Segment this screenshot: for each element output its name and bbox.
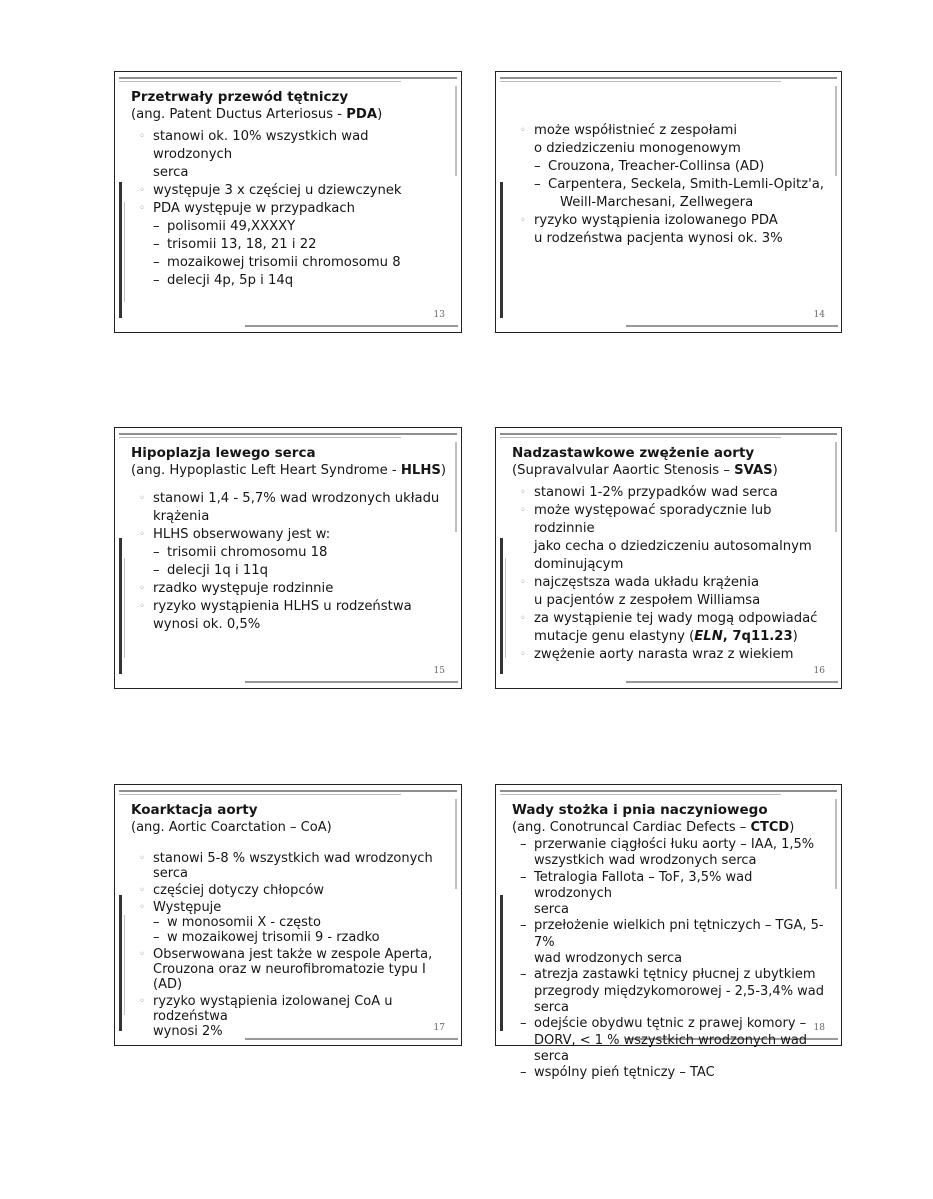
bullet-continuation: wynosi ok. 0,5% bbox=[153, 617, 261, 632]
sub-item: – delecji 4p, 5p i 14q bbox=[131, 272, 447, 290]
decorative-bar bbox=[500, 182, 503, 318]
decorative-rule bbox=[119, 77, 457, 79]
sub-item: – polisomii 49,XXXXY bbox=[131, 218, 447, 236]
bullet-item: ◦ występuje 3 x częściej u dziewczynek bbox=[131, 182, 447, 200]
decorative-rule bbox=[500, 437, 781, 438]
bullet-item: ◦ Obserwowana jest także w zespole Aperta, bbox=[131, 947, 447, 962]
slide-content bbox=[512, 122, 827, 248]
list-item-continuation: wad wrodzonych serca bbox=[534, 951, 683, 967]
slide-title: Wady stożka i pnia naczyniowego bbox=[512, 802, 768, 818]
page-number: 16 bbox=[813, 666, 825, 676]
slide-17 bbox=[114, 784, 462, 1046]
decorative-rule bbox=[500, 77, 837, 79]
decorative-bar bbox=[124, 558, 125, 658]
slide-subtitle: (ang. Patent Ductus Arteriosus - PDA) bbox=[131, 107, 383, 122]
slide-title: Koarktacja aorty bbox=[131, 802, 258, 818]
slide-14 bbox=[495, 71, 842, 333]
slide-subtitle: (ang. Conotruncal Cardiac Defects – CTCD) bbox=[512, 820, 795, 835]
decorative-rule bbox=[500, 433, 837, 435]
bullet-item: ◦ HLHS obserwowany jest w: bbox=[131, 526, 447, 544]
bullet-continuation: o dziedziczeniu monogenowym bbox=[534, 141, 741, 156]
slide-content bbox=[131, 88, 447, 290]
decorative-bar bbox=[119, 538, 122, 674]
slide-title: Nadzastawkowe zwężenie aorty bbox=[512, 445, 755, 461]
decorative-rule bbox=[626, 681, 838, 683]
slide-content bbox=[512, 444, 827, 664]
list-item-continuation: serca bbox=[534, 902, 569, 918]
list-item: – wspólny pień tętniczy – TAC bbox=[520, 1065, 827, 1081]
sub-item: – w monosomii X - często bbox=[131, 915, 447, 930]
slide-18 bbox=[495, 784, 842, 1081]
bullet-continuation: jako cecha o dziedziczeniu autosomalnym bbox=[534, 539, 812, 554]
bullet-item: ◦ stanowi 1-2% przypadków wad serca bbox=[512, 484, 827, 502]
decorative-rule bbox=[119, 794, 401, 795]
bullet-item: ◦ stanowi 5-8 % wszystkich wad wrodzonych bbox=[131, 851, 447, 866]
decorative-bar bbox=[455, 799, 457, 889]
decorative-bar bbox=[835, 86, 837, 176]
bullet-item: ◦ Występuje bbox=[131, 900, 447, 915]
sub-item: – mozaikowej trisomii chromosomu 8 bbox=[131, 254, 447, 272]
slide-subtitle: (ang. Hypoplastic Left Heart Syndrome - HLHS) bbox=[131, 463, 447, 478]
slide-13 bbox=[114, 71, 462, 333]
bullet-continuation: serca bbox=[153, 866, 188, 881]
decorative-bar bbox=[505, 558, 506, 658]
slide-subtitle: (ang. Aortic Coarctation – CoA) bbox=[131, 820, 332, 835]
sub-item: – Crouzona, Treacher-Collinsa (AD) bbox=[512, 158, 827, 176]
decorative-rule bbox=[119, 433, 457, 435]
bullet-item: ◦ stanowi 1,4 - 5,7% wad wrodzonych układu bbox=[131, 490, 447, 508]
bullet-item: ◦ może współistnieć z zespołami bbox=[512, 122, 827, 140]
decorative-rule bbox=[245, 325, 458, 327]
decorative-rule bbox=[119, 437, 401, 438]
decorative-bar bbox=[835, 442, 837, 532]
slide-title: Przetrwały przewód tętniczy bbox=[131, 89, 349, 105]
slide-content bbox=[512, 801, 827, 1081]
decorative-rule bbox=[119, 790, 457, 792]
bullet-item: ◦ ryzyko wystąpienia izolowanej CoA u rodzeństwa bbox=[131, 994, 447, 1024]
bullet-item: ◦ PDA występuje w przypadkach bbox=[131, 200, 447, 218]
slide-15 bbox=[114, 427, 462, 689]
sub-item: – w mozaikowej trisomii 9 - rzadko bbox=[131, 930, 447, 945]
list-item: – przerwanie ciągłości łuku aorty – IAA, 1,5% bbox=[520, 837, 827, 853]
page-number: 15 bbox=[433, 666, 445, 676]
sub-item: – Carpentera, Seckela, Smith-Lemli-Opitz'a, bbox=[512, 176, 827, 194]
bullet-item: ◦ ryzyko wystąpienia HLHS u rodzeństwa bbox=[131, 598, 447, 616]
bullet-item: ◦ za wystąpienie tej wady mogą odpowiadać bbox=[512, 610, 827, 628]
bullet-item: ◦ stanowi ok. 10% wszystkich wad wrodzonych bbox=[131, 128, 447, 164]
page-number: 18 bbox=[813, 1023, 825, 1033]
list-item: – atrezja zastawki tętnicy płucnej z ubytkiem bbox=[520, 967, 827, 983]
sub-item: – trisomii chromosomu 18 bbox=[131, 544, 447, 562]
decorative-rule bbox=[500, 794, 781, 795]
decorative-bar bbox=[835, 799, 837, 889]
bullet-continuation: mutacje genu elastyny (ELN, 7q11.23) bbox=[534, 629, 798, 644]
bullet-continuation: dominującym bbox=[534, 557, 624, 572]
decorative-rule bbox=[500, 790, 837, 792]
bullet-item: ◦ najczęstsza wada układu krążenia bbox=[512, 574, 827, 592]
list-item-continuation: przegrody międzykomorowej - 2,5-3,4% wad bbox=[534, 983, 825, 999]
decorative-rule bbox=[500, 81, 781, 82]
list-item: – przełożenie wielkich pni tętniczych – TGA, 5-7% bbox=[520, 918, 827, 951]
decorative-bar bbox=[119, 895, 122, 1031]
decorative-bar bbox=[119, 182, 122, 318]
slide-subtitle: (Supravalvular Aaortic Stenosis – SVAS) bbox=[512, 463, 778, 478]
list-item-continuation: serca bbox=[534, 999, 569, 1015]
decorative-bar bbox=[500, 895, 503, 1031]
bullet-item: ◦ ryzyko wystąpienia izolowanego PDA bbox=[512, 212, 827, 230]
list-item: – odejście obydwu tętnic z prawej komory – bbox=[520, 1016, 827, 1032]
decorative-bar bbox=[500, 538, 503, 674]
slide-content bbox=[131, 801, 447, 1039]
list-item-continuation: wszystkich wad wrodzonych serca bbox=[534, 853, 757, 869]
decorative-bar bbox=[124, 915, 125, 1015]
bullet-continuation: krążenia bbox=[153, 509, 210, 524]
page-number: 13 bbox=[433, 310, 445, 320]
decorative-rule bbox=[245, 681, 458, 683]
decorative-bar bbox=[455, 442, 457, 532]
decorative-rule bbox=[119, 81, 401, 82]
slide-title: Hipoplazja lewego serca bbox=[131, 445, 316, 461]
sub-item: – trisomii 13, 18, 21 i 22 bbox=[131, 236, 447, 254]
page-number: 17 bbox=[433, 1023, 445, 1033]
sub-item-continuation: Weill-Marchesani, Zellwegera bbox=[560, 195, 754, 210]
bullet-continuation: u rodzeństwa pacjenta wynosi ok. 3% bbox=[534, 231, 783, 246]
bullet-item: ◦ zwężenie aorty narasta wraz z wiekiem bbox=[512, 646, 827, 664]
bullet-continuation: u pacjentów z zespołem Williamsa bbox=[534, 593, 761, 608]
bullet-continuation: serca bbox=[153, 165, 189, 180]
slide-16 bbox=[495, 427, 842, 689]
bullet-continuation: Crouzona oraz w neurofibromatozie typu I (AD) bbox=[153, 962, 426, 992]
sub-item: – delecji 1q i 11q bbox=[131, 562, 447, 580]
bullet-continuation: wynosi 2% bbox=[153, 1024, 223, 1039]
bullet-item: ◦ częściej dotyczy chłopców bbox=[131, 883, 447, 898]
list-item: – Tetralogia Fallota – ToF, 3,5% wad wrodzonych bbox=[520, 870, 827, 903]
decorative-bar bbox=[455, 86, 457, 176]
page-number: 14 bbox=[813, 310, 825, 320]
decorative-bar bbox=[124, 202, 125, 302]
decorative-rule bbox=[626, 325, 838, 327]
bullet-item: ◦ rzadko występuje rodzinnie bbox=[131, 580, 447, 598]
slide-content bbox=[131, 444, 447, 634]
list-item-continuation: DORV, < 1 % wszystkich wrodzonych wad serca bbox=[534, 1032, 808, 1064]
bullet-item: ◦ może występować sporadycznie lub rodzinnie bbox=[512, 502, 827, 538]
